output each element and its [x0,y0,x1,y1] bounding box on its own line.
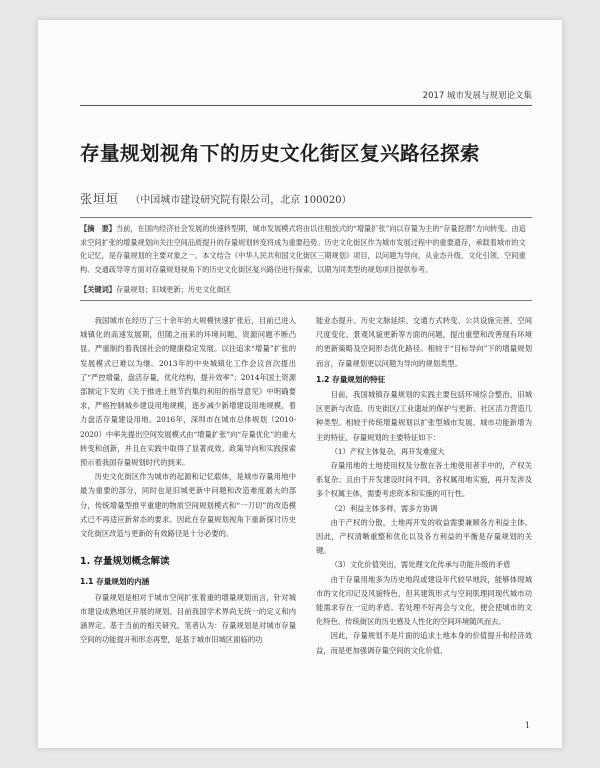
feature-item-2-heading: （2）利益主体多样，需多方协调 [330,503,438,513]
left-column [80,314,296,647]
abstract-text: 当前，在国内经济社会发展的快速转型期，城市发展模式将由以往粗放式的“增量扩张”向以存量为主的“存量挖潜”方向转变。由追求空间扩张的增量规划向关注空间品质提升的存量规划转变将成为重要趋势。历史文化街区作为城市发展过程中的重要遗存，承载着城市的文化记忆，是存量规划的主要对象之一。本文结合《中华人民共和国文化街区三期规划》项目，以问题为导向，从业态升级、文化引领、空间重构、交通疏导等方面对存量规划视角下的历史文化街区复兴路径进行探索，以期为同类型的规划项目提供参考。 [80,224,526,274]
paragraph-1-1: 存量规划是相对于城市空间扩张着重的增量规划而言，针对城市建设成熟地区开展的规划。目前我国学术界尚无统一的定义和内涵界定。基于当前的相关研究，笔者认为：存量规划是对城市存量空间的功能提升和形态再塑，是基于城市旧城区面临的功 [80,592,296,645]
author-line [80,190,532,207]
feature-item-1-text: 存量用地的土地使用权及分散在各土地使用者手中的，产权关系复杂；且由于开发建设时间不同，各权属用地实施，再开发涉及多个权属主体，需要考虑资本和实施的可行性。 [316,461,532,499]
subsection-heading-1-1: 1.1 存量规划的内涵 [80,577,150,587]
intro-paragraph-1: 我国城市在经历了三十余年的大规模快速扩张后，目前已进入城镇化的高速发展期，但随之而来的环境问题、资源问题不断凸显。严重制约着我国社会的健康稳定发展。以往追求“增量”扩张的发展模式已难以为继。2013年的中央城镇化工作会议首次提出了“严控增量，盘活存量，优化结构，提升效率”；2014年国土资源部制定下发的《关于推进土地节约集约利用的指导意见》中明确要求，严格控制城乡建设用地规模，逐步减少新增建设用地规模，着力盘活存量建设用地。2016年，深圳市在城市总体规划（2010-2020）中率先提出空间发展模式由“增量扩张”向“存量优化”的重大转变和创新，并且在实践中取得了显著成效。政策导向和实践探索预示着我国存量规划时代的到来。 [80,316,296,468]
feature-item-3-heading: （3）文化价值突出，需处理文化传承与功能升级的矛盾 [330,560,511,570]
abstract-block [80,217,532,301]
abstract-label: 【摘 要】 [80,224,116,233]
keywords [80,283,231,297]
abstract [80,218,532,276]
paper-page [38,20,562,748]
keywords-label: 【关键词】 [80,285,116,294]
feature-item-1-heading: （1）产权主体复杂，再开发难度大 [330,446,445,456]
right-column [316,314,532,658]
header-rule [80,105,532,106]
closing-paragraph: 因此，存量规划不是片面的追求土地本身的价值提升和经济效益，而是更加强调存量空间的文化价值、 [316,631,532,655]
author-affiliation: （中国城市建设研究院有限公司，北京 100020） [130,195,352,206]
paragraph-1-2: 目前，我国城镇存量规划的实践主要包括环境综合整治、旧城区更新与改造、历史街区/工业遗址的保护与更新、社区活力营造几种类型。相较于传统增量规划以扩张型城市发展、城市功能新增为主的特征，存量规划的主要特征如下： [316,390,532,442]
page-number: 1 [524,721,530,730]
section-heading-1: 1. 存量规划概念解读 [80,556,170,568]
running-head: 2017 城市发展与规划论文集 [422,91,532,101]
author-name: 张垣垣 [80,192,120,206]
paper-title: 存量规划视角下的历史文化街区复兴路径探索 [80,142,481,165]
feature-item-2-text: 由于产权的分散，土地再开发的收益需要兼顾各方利益主体。因此，产权清晰重整和优化以及各方利益的平衡是存量规划的关键。 [316,517,532,556]
intro-paragraph-2: 历史文化街区作为城市的起源和记忆载体，是城市存量用地中最为重要的部分，同时也是旧城更新中问题和改造难度最大的部分，传统增量型推平重建的物质空间规划模式和“一刀切”的改造模式已不再适应新常态的要求。因此在存量规划视角下重新探讨历史文化街区改造与更新的有效路径是十分必要的。 [80,472,296,539]
keywords-text: 存量规划；旧城更新；历史文化街区 [115,285,231,294]
feature-item-3-text: 由于存量用地多为历史地段或建设年代较早地段，能够体现城市的文化印记及风貌特色，但其建筑形式与空间肌理同现代城市功能需求存在一定的矛盾。若处理不好再会与文化，便会使城市的文化特色、传统街区的历史感及人性化的空间环境随风而去。 [316,574,532,627]
subsection-heading-1-2: 1.2 存量规划的特征 [316,374,386,384]
continued-paragraph: 能业态提升、历史文脉延续、交通方式转变、公共设施完善、空间尺度变化、景观风貌更新等方面的问题，提出重塑和改善现有环境的更新策略及空间形态优化路径。相较于“目标导向”下的增量规划而言，存量规划更以问题为导向的规划类型。 [316,316,532,368]
